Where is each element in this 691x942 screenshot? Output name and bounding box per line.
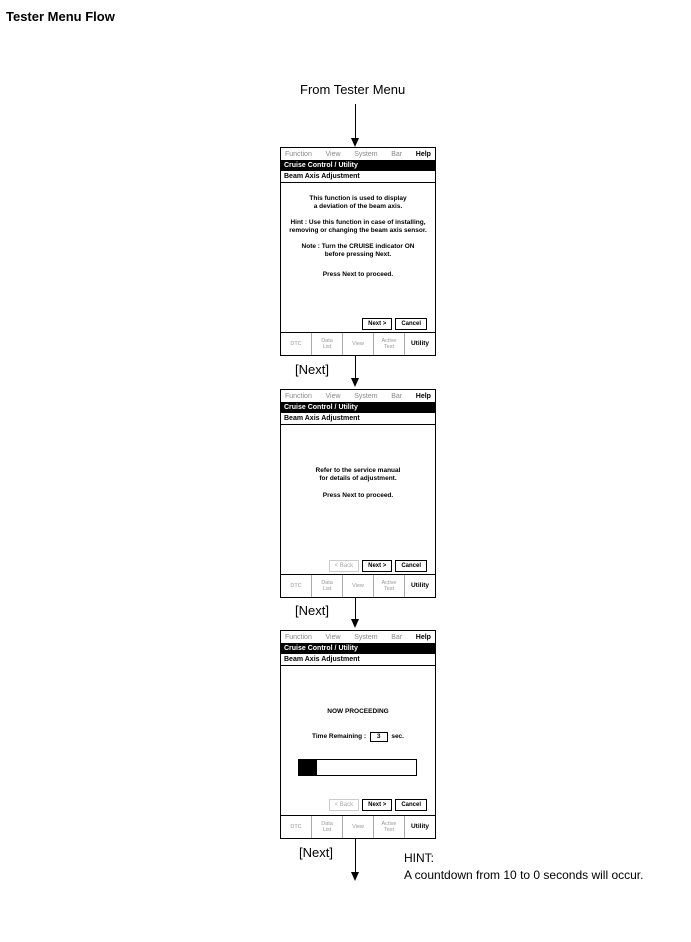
next-transition-label: [Next] [295, 603, 329, 618]
screen-subtitle: Beam Axis Adjustment [281, 654, 435, 666]
time-unit: sec. [391, 733, 404, 740]
next-transition-label: [Next] [299, 845, 333, 860]
tab-active-test[interactable]: Active Test [374, 816, 405, 838]
button-row [362, 318, 427, 330]
cancel-button[interactable]: Cancel [395, 799, 427, 811]
menu-bar-item[interactable]: Bar [391, 150, 403, 158]
back-button[interactable]: < Back [329, 560, 360, 572]
tab-view[interactable]: View [343, 575, 374, 597]
tab-data-list[interactable]: Data List [312, 575, 343, 597]
tab-dtc[interactable]: DTC [281, 575, 312, 597]
tab-view[interactable]: View [343, 333, 374, 355]
from-tester-menu-label: From Tester Menu [300, 82, 406, 97]
content-line: Note : Turn the CRUISE indicator ON [301, 243, 415, 250]
screen-content [281, 183, 435, 279]
next-button[interactable]: Next > [362, 799, 392, 811]
hint-text: A countdown from 10 to 0 seconds will occur. [404, 868, 644, 882]
menu-help[interactable]: Help [415, 633, 431, 641]
screen-content [281, 666, 435, 742]
menu-bar [281, 148, 435, 160]
tab-dtc[interactable]: DTC [281, 333, 312, 355]
menu-bar [281, 631, 435, 643]
menu-view[interactable]: View [325, 633, 341, 641]
tester-screen-3 [280, 630, 436, 839]
time-remaining-value: 3 [370, 732, 388, 742]
menu-function[interactable]: Function [285, 633, 312, 641]
menu-bar-item[interactable]: Bar [391, 633, 403, 641]
window-title: Cruise Control / Utility [281, 643, 435, 654]
button-row [329, 799, 427, 811]
tab-utility[interactable]: Utility [410, 340, 430, 347]
content-line: This function is used to display [309, 195, 407, 202]
tab-utility[interactable]: Utility [410, 582, 430, 589]
tester-screen-1 [280, 147, 436, 356]
hint-block [404, 850, 643, 884]
content-line: Refer to the service manual [315, 467, 401, 474]
menu-system[interactable]: System [354, 392, 378, 400]
window-title: Cruise Control / Utility [281, 402, 435, 413]
tab-data-list[interactable]: Data List [312, 816, 343, 838]
next-transition-label: [Next] [295, 362, 329, 377]
tab-dtc[interactable]: DTC [281, 816, 312, 838]
screen-subtitle: Beam Axis Adjustment [281, 413, 435, 425]
content-line: before pressing Next. [324, 251, 392, 258]
content-line: for details of adjustment. [319, 475, 397, 482]
menu-help[interactable]: Help [415, 392, 431, 400]
content-line: a deviation of the beam axis. [313, 203, 403, 210]
menu-view[interactable]: View [325, 150, 341, 158]
status-text: NOW PROCEEDING [327, 708, 389, 715]
tab-utility[interactable]: Utility [410, 823, 430, 830]
screen-content [281, 425, 435, 500]
menu-bar [281, 390, 435, 402]
tab-view[interactable]: View [343, 816, 374, 838]
content-line: Press Next to proceed. [322, 271, 394, 278]
menu-system[interactable]: System [354, 633, 378, 641]
back-button[interactable]: < Back [329, 799, 360, 811]
tab-bar [281, 815, 435, 838]
menu-function[interactable]: Function [285, 392, 312, 400]
menu-view[interactable]: View [325, 392, 341, 400]
content-line: Press Next to proceed. [322, 492, 394, 499]
tab-active-test[interactable]: Active Test [374, 575, 405, 597]
next-button[interactable]: Next > [362, 318, 392, 330]
time-remaining-row [281, 732, 435, 742]
hint-title: HINT: [404, 851, 434, 865]
content-line: removing or changing the beam axis sensor. [289, 227, 427, 234]
time-remaining-label: Time Remaining : [312, 733, 367, 740]
page-title: Tester Menu Flow [6, 9, 115, 24]
menu-system[interactable]: System [354, 150, 378, 158]
cancel-button[interactable]: Cancel [395, 560, 427, 572]
tester-screen-2 [280, 389, 436, 598]
menu-bar-item[interactable]: Bar [391, 392, 403, 400]
cancel-button[interactable]: Cancel [395, 318, 427, 330]
progress-fill [299, 760, 317, 775]
tab-bar [281, 574, 435, 597]
progress-bar [298, 759, 417, 776]
window-title: Cruise Control / Utility [281, 160, 435, 171]
screen-subtitle: Beam Axis Adjustment [281, 171, 435, 183]
tab-active-test[interactable]: Active Test [374, 333, 405, 355]
menu-function[interactable]: Function [285, 150, 312, 158]
menu-help[interactable]: Help [415, 150, 431, 158]
tab-bar [281, 332, 435, 355]
next-button[interactable]: Next > [362, 560, 392, 572]
content-line: Hint : Use this function in case of installing, [290, 219, 426, 226]
button-row [329, 560, 427, 572]
tab-data-list[interactable]: Data List [312, 333, 343, 355]
